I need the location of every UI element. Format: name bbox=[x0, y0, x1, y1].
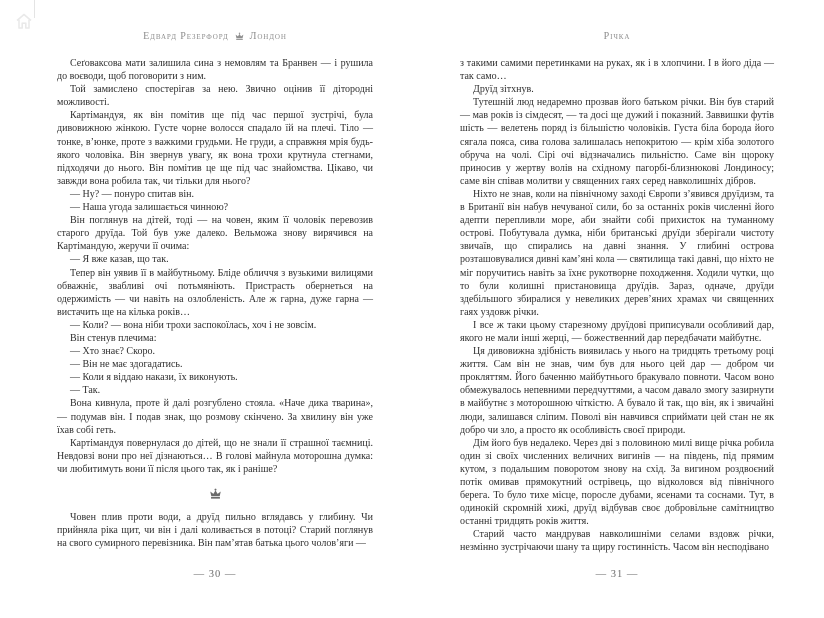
running-head-author: Едвард Резерфорд bbox=[143, 31, 229, 42]
page-number-left: — 30 — bbox=[193, 569, 237, 580]
home-icon[interactable] bbox=[14, 11, 34, 31]
paragraph: Картімандуя, як він помітив ще під час першої зустрічі, була дивовижною жінкою. Густе чорне волосся спадало їй на плечі. Тіло — тонке, в’юнке, проте з важкими грудьми. Не груди, а справжня мрія будь-якого чоловіка. Він звернув увагу, як вона трохи крутнула стегнами, підходячи до нього. Він помітив це ще під час знайомства. Цікаво, чи завжди вона робила так, чи тільки для нього? bbox=[57, 110, 373, 187]
section-separator bbox=[57, 476, 373, 511]
page-left-text bbox=[57, 57, 373, 550]
paragraph: І все ж таки цьому старезному друїдові приписували особливий дар, якого не мали інші жерці, — божественний дар передбачати майбутнє. bbox=[460, 319, 774, 344]
paragraph: Сеґоваксова мати залишила сина з немовлям та Бранвен — і рушила до воєводи, щоб поговорити з ним. bbox=[57, 58, 373, 83]
paragraph: Той замислено спостерігав за нею. Звично оцінив її дітородні можливості. bbox=[57, 84, 373, 109]
paragraph: — Він не має здогадатись. bbox=[70, 359, 183, 371]
paragraph: Вона кивнула, проте й далі розгублено стояла. «Наче дика тварина», — подумав він. І подав знак, що розмову скінчено. За хвилину він уже їхав собі геть. bbox=[57, 398, 373, 436]
crown-icon bbox=[234, 32, 245, 41]
paragraph: Дім його був недалеко. Через дві з половиною милі вище річка робила один зі своїх численних величних вигинів — на південь, під прямим кутом, з подальшим поворотом знову на схід. За вигином роздвоєний потік омивав прямокутний острівець, що відколовся від північного берега. То було тихе місце, поросле дубами, ясенами та соснами. Тут, в одинокій скромній хижі, друїд відбував своє добровільне самітництво останні тридцять років життя. bbox=[460, 437, 774, 528]
paragraph: Картімандуя повернулася до дітей, що не знали її страшної таємниці. Невдовзі вони про неї дізнаються… В голові майнула моторошна думка: чи любитимуть вони її після цього так, як і раніше? bbox=[57, 437, 373, 475]
paragraph: Тепер він уявив її в майбутньому. Бліде обличчя з вузькими вилицями обважніє, звабливі очі потьмяніють. Пристрасть обернеться на одержимість — чи навіть на озлобленість. Але ж гарна, дуже гарна — вистачить ще на кілька років… bbox=[57, 267, 373, 318]
toolbar-divider bbox=[34, 0, 35, 18]
running-head-chapter: Річка bbox=[603, 31, 631, 42]
paragraph: Старий часто мандрував навколишніми селами вздовж річки, незмінно зустрічаючи шану та щиру гостинність. Часом він несподівано bbox=[460, 529, 774, 554]
paragraph: — Так. bbox=[70, 385, 101, 397]
paragraph: Ніхто не знав, коли на північному заході Європи з’явився друїдизм, та в Британії він набув нечуваної сили, бо за останніх років численні його адепти перепливли море, аби знайти собі прихисток на туманному острові. Побутувала думка, ніби британські друїди зберігали чистоту звичаїв, що спирались на давні знання. У глибині острова розташовувалися дивні кам’яні кола — святилища такі давні, що ніхто не міг поручитись навіть за їхнє рукотворне походження. Ходили чутки, що то були колишні пристановища друїдів. Зараз, одначе, друїди здебільшого збиралися у невеликих дерев’яних храмах чи священних гаях уздовж річки. bbox=[460, 188, 774, 318]
text-block bbox=[57, 511, 373, 550]
paragraph: — Ну? — понуро спитав він. bbox=[70, 188, 195, 200]
text-block bbox=[460, 57, 774, 555]
paragraph: — Наша угода залишається чинною? bbox=[70, 202, 229, 214]
paragraph: Друїд зітхнув. bbox=[473, 84, 534, 96]
crown-icon bbox=[208, 488, 223, 500]
paragraph: — Хто знає? Скоро. bbox=[70, 346, 155, 358]
running-head-left bbox=[57, 31, 373, 42]
paragraph: — Коли? — вона ніби трохи заспокоїлась, хоч і не зовсім. bbox=[70, 319, 317, 331]
text-block bbox=[57, 57, 373, 476]
page-right-text bbox=[460, 57, 774, 555]
paragraph: з такими самими перетинками на руках, як і в хлопчини. І в його діда — так само… bbox=[460, 58, 774, 83]
running-head-right bbox=[460, 31, 774, 42]
paragraph: Ця дивовижна здібність виявилась у нього на тридцять третьому році життя. Сам він не знав, чим був для нього цей дар — добром чи прокляттям. Його баченню майбутнього бракувало повноти. Часом воно обмежувалось непевними передчуттями, а часом давало змогу зазирнути в майбутнє з моторошною чіткістю. А бувало й так, що він, як і звичайні люди, залишався сліпим. Поволі він навчився сприймати цей стан не як добро чи зло, а просто як особливість своєї природи. bbox=[460, 346, 774, 436]
paragraph: — Коли я віддаю накази, їх виконують. bbox=[70, 372, 238, 384]
page-number-right: — 31 — bbox=[595, 569, 639, 580]
paragraph: Він поглянув на дітей, тоді — на човен, яким її чоловік перевозив старого друїда. Той був уже далеко. Вельможа знову вирячився на Картімандую, жеручи її очима: bbox=[57, 215, 373, 253]
paragraph: — Я вже казав, що так. bbox=[70, 254, 169, 266]
running-head-title: Лондон bbox=[249, 31, 287, 42]
paragraph: Тутешній люд недаремно прозвав його батьком річки. Він був старий — мав років із сімдесят, — та досі ще дужий і показний. Заввишки футів шість — велетень поряд із більшістю чоловіків. Густа біла борода його сягала пояса, сива голова залишалась непокритою — крім хіба золотого обруча на чолі. Сірі очі відзначались пильністю. Саме він щороку приносив у жертву волів на східному пагорбі-близнюкові Лондиносу; саме він співав молитви у священних гаях серед навколишніх дібров. bbox=[460, 97, 774, 187]
paragraph: Він стенув плечима: bbox=[70, 332, 157, 344]
paragraph: Човен плив проти води, а друїд пильно вглядавсь у глибину. Чи прийняла ріка щит, чи він і далі коливається в потоці? Старий поглянув на свого сумирного перевізника. Він пам’ятав батька цього чолов’яги — bbox=[57, 512, 373, 550]
